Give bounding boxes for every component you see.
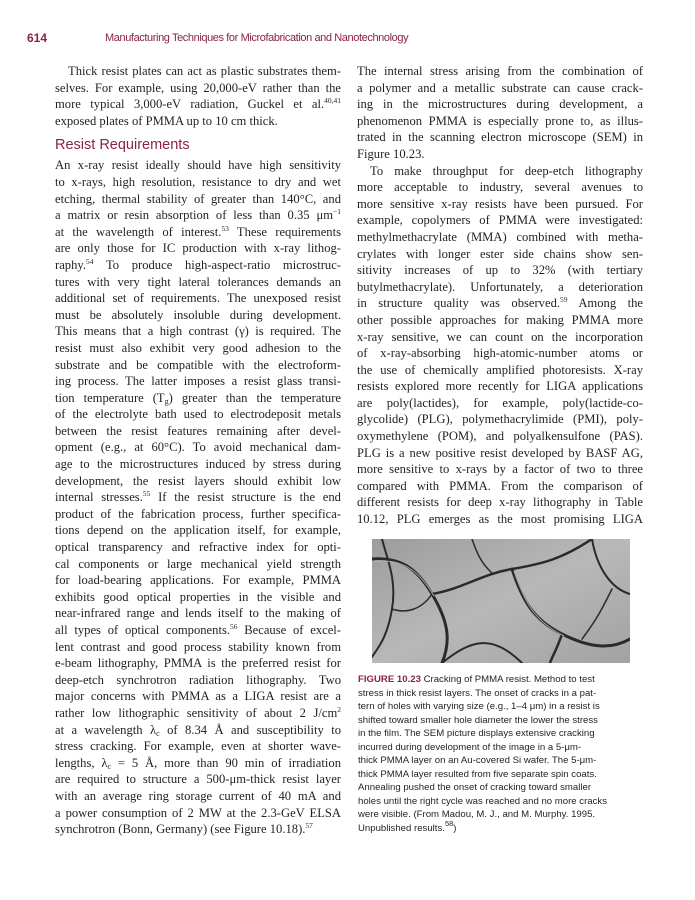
text-line: other possible approaches for making PMMA more [357,312,643,327]
caption-line: thick PMMA layer on an Au-covered Si wafer. The 5-μm- [358,755,597,766]
figure-caption [358,673,648,835]
intro-paragraph [55,63,341,129]
text-line: To make throughput for deep-etch lithography [370,163,643,178]
text-line: glycolide) (PLG), polymethacrylimide (PMI), poly- [357,412,643,427]
superscript: 40,41 [324,96,341,106]
text-line: between the resist features remaining after devel- [55,423,341,438]
text-line: tion temperature $(T_g)$ greater than the temperature [55,390,341,406]
superscript: 56 [230,622,238,631]
text-line: methylmethacrylate (MMA) combined with metha- [357,229,643,244]
text-line: e-beam lithography, PMMA is the preferred resist for [55,656,341,671]
text-line: are required to structure a 500-μm-thick resist layer [55,772,341,787]
superscript: 54 [86,256,94,266]
page-header [27,31,409,45]
text-line: trated in the scanning electron microscope (SEM) in [357,130,643,145]
text-line: near-infrared range and lends itself to the making of [55,606,341,621]
text-line: crylates with longer ester side chains show sen- [357,246,643,261]
text-line: for load-bearing applications. For example, PMMA [55,573,341,588]
paragraph-stress [357,63,643,163]
text-line: etching, thermal stability of greater than 140°C, and [55,191,341,206]
text-line: must be absolutely insoluble during development. [55,307,341,322]
text-line: sitivity increases of up to 32% (with tertiary [357,263,643,278]
caption-line: in the film. The SEM picture displays extensive cracking [358,728,595,739]
text-line: Thick resist plates can act as plastic substrates them- [68,64,341,78]
superscript: −1 [333,207,341,217]
text-line: major concerns with PMMA as a LIGA resist are a [55,689,341,704]
text-line: of the electrolyte bath used to electrodeposit metals [55,407,341,422]
text-line: substrate and be compatible with the electroform- [55,357,341,372]
text-line: 10.12, PLG emerges as the most promising LIGA [357,512,643,527]
body-paragraph [55,157,341,837]
text-line: lent contrast and good process stability known from [55,639,341,654]
sem-image-cracking [372,539,630,663]
text-line: at the wavelength of interest.$^{53}$ These requirements [55,223,342,239]
text-line: a matrix or resin absorption of less than 0.35 $\mu m^{-1}$ [55,207,341,223]
text-line: development, the resist layers should exhibit low [55,473,341,488]
right-column [357,63,643,528]
text-line: opment (e.g., at 60°C). To avoid mechanical dam- [55,440,341,455]
subscript: g [164,396,169,406]
text-line: at a wavelength $\lambda_c$ of 8.34 Å and susceptibility to [55,722,341,738]
text-line: cal components or large mechanical yield strength [55,556,341,571]
caption-line: tern of holes with varying size (e.g., 1–4 μm) in a resist is [358,701,600,712]
text-line: product of the fabrication process, further specifica- [55,506,341,521]
text-line: a power consumption of 2 MW at the 2.3-GeV ELSA [55,805,341,820]
caption-line: holes until the right cycle was reached and no more cracks [358,795,608,807]
text-line: selves. For example, using 20,000-eV rather than the [55,80,341,95]
sem-crack-picture [372,539,630,663]
text-line: to x-rays, high resolution, resistance to dry and wet [55,174,341,189]
text-line: the use of chemically amplified photoresists. X-ray [357,362,643,377]
superscript: 59 [560,295,568,305]
text-line: oxymethylene (POM), and polyalkensulfone (PAS). [357,429,643,444]
text-line: more sensitive to x-rays by a factor of two to three [357,462,643,477]
text-line: PLG is a new positive resist developed by BASF AG, [357,445,643,460]
text-line: synchrotron (Bonn, Germany) (see Figure 10.18).$^{57}$ [55,821,313,837]
text-line: deep-etch synchrotron radiation lithography. Two [55,672,341,687]
subscript: c [107,761,112,771]
text-line: An x-ray resist ideally should have high sensitivity [55,158,341,173]
text-line: more acceptable to industry, several avenues to [357,180,643,195]
caption-line: incurred during development of the image in a 5-μm- [358,741,582,753]
text-line: tions depend on the application itself, for example, [55,523,341,538]
text-line: exposed plates of PMMA up to 10 cm thick. [55,113,278,128]
superscript: 53 [221,223,229,233]
superscript: 57 [305,821,313,831]
text-line: This means that a high contrast (γ) is required. The [55,324,341,339]
caption-line: Annealing pushed the onset of cracking toward smaller [358,782,592,793]
text-line: rather low lithographic sensitivity of about 2 $J/cm^2$ [55,704,341,720]
text-line: resists explored more recently for LIGA applications [357,379,643,394]
caption-line: FIGURE 10.23 Cracking of PMMA resist. Method to test [358,674,595,685]
paragraph-sensitivity [357,163,643,528]
caption-line: stress in thick resist layers. The onset of cracks in a pat- [358,687,597,699]
text-line: with an average ring storage current of 40 mA and [55,788,341,803]
running-title: Manufacturing Techniques for Microfabrication and Nanotechnology [105,32,409,44]
text-line: more typical 3,000-eV radiation, Guckel et al.$^{40,41}$ [55,96,341,112]
text-line: more sensitive x-ray resists have been pursued. For [357,196,643,211]
text-line: internal stresses.$^{55}$ If the resist structure is the end [55,489,341,505]
text-line: age to the microstructures induced by stress during [55,457,341,472]
text-line: raphy.$^{54}$ To produce high-aspect-ratio microstruc- [55,256,341,272]
section-heading: Resist Requirements [55,137,190,154]
page-number: 614 [27,31,48,45]
text-line: are only those for IC production with x-ray lithog- [55,241,341,256]
text-line: lengths, $\lambda_c = 5$ Å, more than 90 min of irradiation [55,755,341,771]
text-line: tures with very tight lateral tolerances demands an [55,274,341,289]
caption-line: shifted toward smaller hole diameter the lower the stress [358,714,598,726]
text-line: stress cracking. For example, even at shorter wave- [55,739,341,754]
caption-line: thick PMMA layer resulted from five separate spin coats. [358,768,597,780]
text-line: phenomenon PMMA is especially prone to, as illus- [357,113,643,128]
caption-line: were visible. (From Madou, M. J., and M. Murphy. 1995. [358,809,596,820]
text-line: different resists for deep x-ray lithography in Table [357,495,643,510]
text-line: optical transparency and refractive index for opti- [55,540,341,555]
text-line: in structure quality was observed.$^{59}$ Among the [357,295,643,311]
superscript: 58 [444,818,454,828]
text-line: all types of optical components.$^{56}$ Because of excel- [55,622,341,637]
superscript: 55 [142,489,151,499]
caption-line: Unpublished results.$^{58}$) [358,818,457,834]
text-line: butylmethacrylate). Unfortunately, a deterioration [357,279,643,294]
figure-label: FIGURE 10.23 [358,674,421,685]
subscript: c [156,728,160,738]
superscript: 2 [337,704,341,714]
text-line: ing in the microstructures during development, a [357,97,643,112]
left-column [55,63,341,838]
text-line: x-ray sensitive, we can count on the incorporation [357,329,643,344]
text-line: exhibits good optical properties in the visible and [55,589,341,604]
text-line: of x-ray-absorbing high-atomic-number atoms or [357,346,643,361]
text-line: Figure 10.23. [357,146,425,161]
text-line: resist must also exhibit very good adhesion to the [55,340,341,355]
text-line: The internal stress arising from the combination of [357,64,643,78]
text-line: are poly(lactides), for example, poly(lactide-co- [357,395,643,410]
text-line: example, copolymers of PMMA were investigated: [357,213,643,228]
text-line: compared with PMMA. From the comparison of [357,478,643,493]
text-line: additional set of requirements. The unexposed resist [55,291,341,306]
text-line: ing process. The latter imposes a resist glass transi- [55,374,341,389]
text-line: a polymer and a metallic substrate can cause crack- [357,80,643,95]
